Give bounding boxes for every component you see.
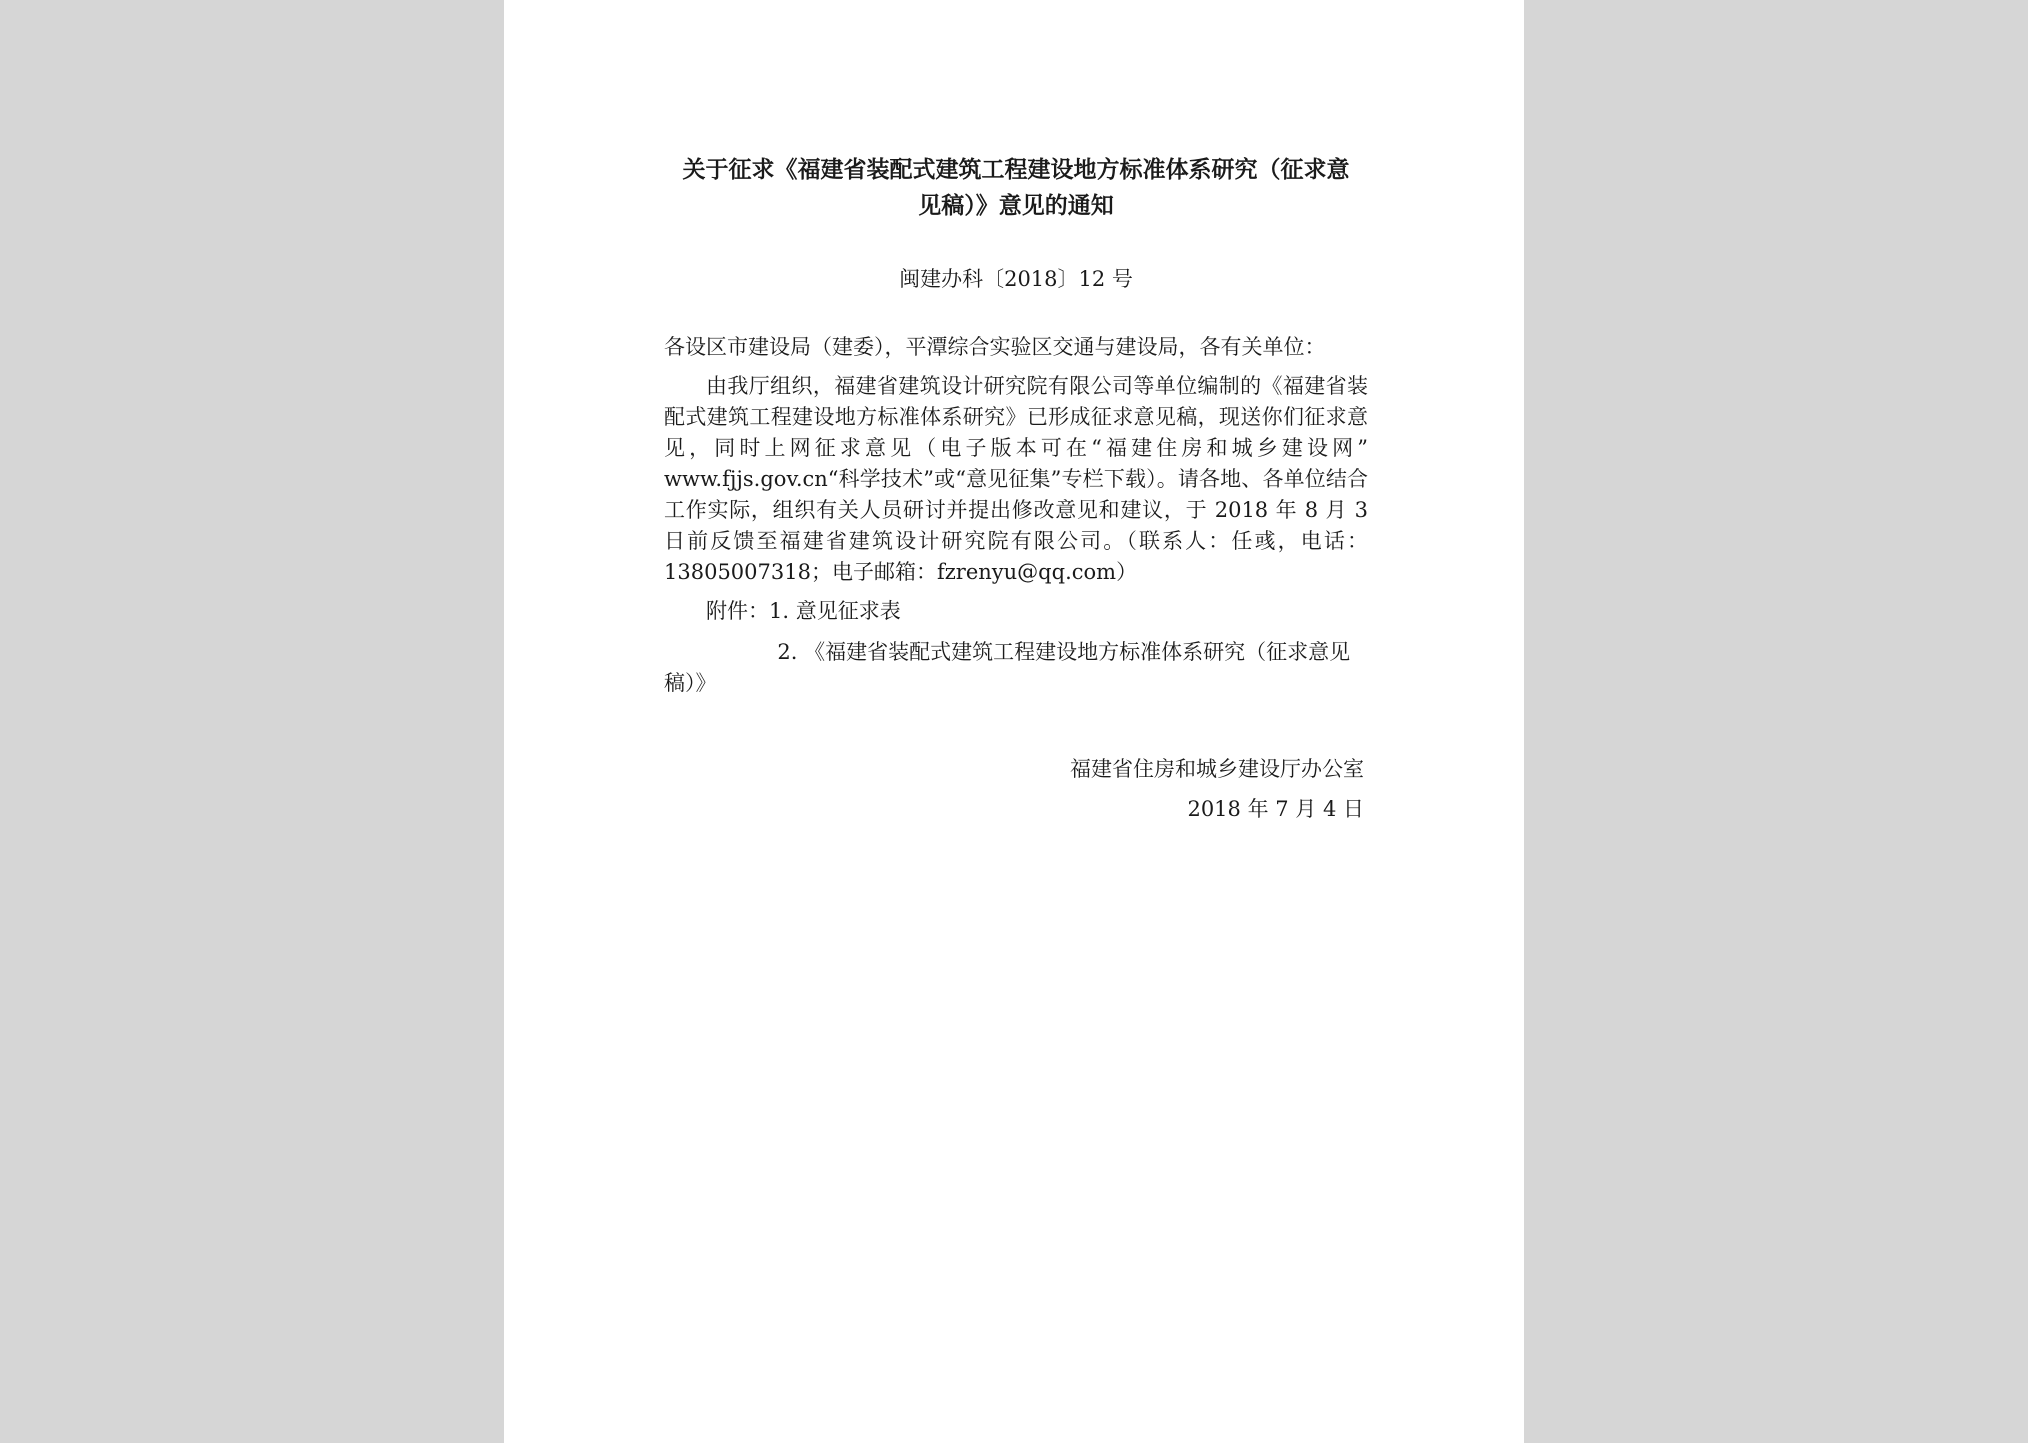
signature-block <box>664 749 1368 829</box>
body-paragraph: 由我厅组织，福建省建筑设计研究院有限公司等单位编制的《福建省装配式建筑工程建设地方标准体系研究》已形成征求意见稿，现送你们征求意见，同时上网征求意见（电子版本可在“福建住房和城乡建设网” www.fjjs.gov.cn“科学技术”或“意见征集”专栏下载）。请各地、各单位结合工作实际，组织有关人员研讨并提出修改意见和建议，于 2018 年 8 月 3 日前反馈至福建省建筑设计研究院有限公司。（联系人：任彧，电话：13805007318；电子邮箱：fzrenyu@qq.com） <box>664 374 1368 584</box>
document-page <box>504 0 1524 1443</box>
attachment-item-2: 2. 《福建省装配式建筑工程建设地方标准体系研究（征求意见稿）》 <box>664 640 1351 695</box>
salutation: 各设区市建设局（建委），平潭综合实验区交通与建设局，各有关单位： <box>664 335 1326 359</box>
document-number: 闽建办科〔2018〕12 号 <box>899 267 1133 291</box>
issuer: 福建省住房和城乡建设厅办公室 <box>1070 757 1364 781</box>
document-title: 关于征求《福建省装配式建筑工程建设地方标准体系研究（征求意见稿）》意见的通知 <box>682 156 1350 219</box>
issue-date: 2018 年 7 月 4 日 <box>1187 797 1364 821</box>
attachment-item-1: 附件：1. 意见征求表 <box>706 599 901 623</box>
document-content <box>664 152 1368 829</box>
